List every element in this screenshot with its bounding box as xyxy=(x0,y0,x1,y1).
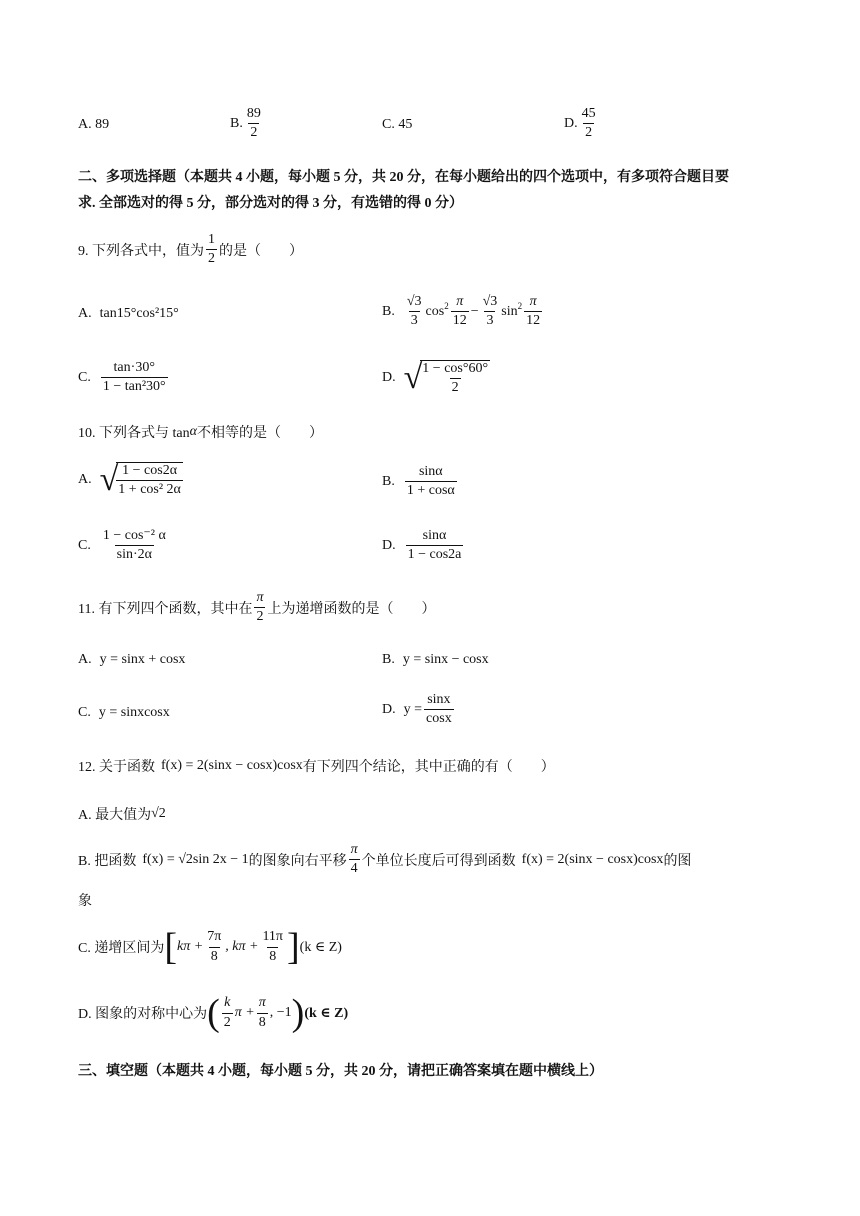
option-label: B. xyxy=(382,652,395,667)
fraction xyxy=(420,360,490,396)
q8-option-a-text: A. 89 xyxy=(78,117,110,132)
q12-option-c xyxy=(78,928,342,966)
q12-option-a-value: √2 xyxy=(151,806,166,821)
q8-option-d xyxy=(564,106,600,141)
denominator: 8 xyxy=(269,948,277,964)
q9-option-c xyxy=(78,360,170,395)
fraction xyxy=(405,464,457,499)
q11-option-c-formula: y = sinxcosx xyxy=(98,705,170,720)
q12-stem-pre: 12. 关于函数 xyxy=(78,760,155,775)
q12-option-b-post: 的图 xyxy=(663,853,692,869)
q12-option-c-kpi: kπ + xyxy=(177,939,204,954)
q9-stem-fraction xyxy=(206,232,217,267)
q12-option-b-mid: 的图象向右平移 xyxy=(248,853,347,869)
q8-option-d-fraction xyxy=(580,106,598,141)
q12-option-b xyxy=(78,842,691,877)
fraction xyxy=(406,528,464,563)
fraction xyxy=(424,692,454,727)
option-label: D. xyxy=(382,370,396,386)
fraction xyxy=(349,842,360,877)
q12-stem xyxy=(78,756,555,776)
section3-heading: 三、填空题（本题共 4 小题，每小题 5 分，共 20 分，请把正确答案填在题中横线上） xyxy=(78,1064,603,1079)
denominator: 8 xyxy=(210,948,218,964)
q11-option-c xyxy=(78,705,170,721)
numerator: 45 xyxy=(581,106,596,121)
numerator: 1 xyxy=(208,232,215,247)
q12-option-d-tail: (k ∈ Z) xyxy=(304,1005,349,1021)
q9-stem-post: 的是（ ） xyxy=(219,243,303,259)
q12-option-a xyxy=(78,804,166,824)
denominator: 1 − tan²30° xyxy=(102,379,166,395)
option-label: B. xyxy=(382,473,395,489)
q11-stem-post: 上为递增函数的是（ ） xyxy=(267,601,436,617)
q12-stem-formula: f(x) = 2(sinx − cosx)cosx xyxy=(161,758,303,773)
numerator: 89 xyxy=(246,106,261,121)
right-paren: ) xyxy=(291,992,305,1034)
q12-option-b-line2: 象 xyxy=(78,894,92,909)
q10-option-d xyxy=(382,528,465,563)
q11-stem-fraction xyxy=(254,590,265,625)
q12-option-c-post: (k ∈ Z) xyxy=(299,939,342,955)
denominator: 3 xyxy=(410,313,418,329)
q8-option-b-fraction xyxy=(245,106,263,141)
denominator: 2 xyxy=(208,251,215,267)
denominator: 8 xyxy=(258,1014,266,1030)
fraction xyxy=(260,929,285,964)
left-paren: ( xyxy=(207,992,220,1034)
q11-option-d-pre: y = xyxy=(403,701,423,717)
q9-option-a xyxy=(78,306,179,322)
q8-option-c xyxy=(382,117,412,133)
radical-sign: √ xyxy=(403,359,423,397)
fraction xyxy=(481,294,500,329)
q11-option-a-formula: y = sinx + cosx xyxy=(99,652,186,667)
q9-stem xyxy=(78,232,303,267)
q9-option-d xyxy=(382,360,492,396)
denominator: 3 xyxy=(486,313,494,329)
fraction xyxy=(405,294,424,329)
numerator: π xyxy=(350,842,358,857)
numerator: sinx xyxy=(427,692,451,707)
numerator: 1 − cos°60° xyxy=(422,361,489,376)
numerator: π xyxy=(258,995,266,1011)
denominator: 2 xyxy=(451,380,459,396)
q9-option-b: B. $\frac{√3}{3}$ $\cos^2$ $\frac{\pi}{12}$ − $\frac{√3}{3}$ $\sin^2$ $\frac{\pi}{12}$ xyxy=(382,294,541,329)
fraction xyxy=(101,360,168,395)
denominator: 2 xyxy=(256,609,264,625)
numerator: √3 xyxy=(482,294,498,309)
denominator: 2 xyxy=(250,125,258,141)
q11-stem xyxy=(78,590,436,625)
denominator: sin·2α xyxy=(116,547,152,563)
q12-option-a-label: A. 最大值为 xyxy=(78,808,152,823)
q8-option-a xyxy=(78,117,109,133)
numerator: 11π xyxy=(262,929,284,945)
q8-option-b xyxy=(230,106,265,141)
q10-stem xyxy=(78,422,323,442)
q12-option-c-label: C. 递增区间为 xyxy=(78,941,165,956)
denominator: 4 xyxy=(350,861,358,877)
q11-option-b xyxy=(382,652,489,668)
denominator: cosx xyxy=(426,711,452,727)
numerator: √3 xyxy=(406,294,422,309)
q8-option-b-label: B. xyxy=(230,115,243,131)
q8-option-c-text: C. 45 xyxy=(382,117,413,132)
q12-option-d-pi: π + xyxy=(234,1005,255,1020)
q12-option-d-label: D. 图象的对称中心为 xyxy=(78,1007,208,1022)
option-label: A. xyxy=(78,306,92,321)
numerator: 1 − cos2α xyxy=(122,463,178,478)
fraction xyxy=(524,294,542,329)
left-bracket: [ xyxy=(164,926,177,968)
fraction xyxy=(101,528,168,563)
right-bracket: ] xyxy=(287,926,300,968)
numerator: sinα xyxy=(422,528,447,543)
q8-option-d-label: D. xyxy=(564,115,578,131)
q9-stem-pre: 9. 下列各式中，值为 xyxy=(78,243,204,259)
section2-heading-line1: 二、多项选择题（本题共 4 小题，每小题 5 分，共 20 分，在每小题给出的四个选项中，有多项符合题目要 xyxy=(78,170,729,185)
denominator: 12 xyxy=(526,313,541,329)
q12-option-b-formula1: f(x) = √2sin 2x − 1 xyxy=(142,851,249,867)
q11-stem-pre: 11. 有下列四个函数，其中在 xyxy=(78,601,253,617)
q12-option-b-formula2: f(x) = 2(sinx − cosx)cosx xyxy=(521,851,664,867)
fraction xyxy=(205,929,223,964)
q12-option-c-kpi2: , kπ + xyxy=(225,939,259,954)
q12-stem-post: 有下列四个结论，其中正确的有（ ） xyxy=(302,760,555,775)
option-label: C. xyxy=(78,705,91,720)
q10-stem-var: α xyxy=(189,424,197,439)
option-label: A. xyxy=(78,652,92,667)
fraction xyxy=(451,294,469,329)
denominator: 2 xyxy=(223,1014,231,1030)
denominator: 2 xyxy=(585,125,593,141)
radical-sign: √ xyxy=(99,461,119,499)
numerator: 1 − cos⁻² α xyxy=(102,528,166,543)
q12-option-b-label: B. 把函数 xyxy=(78,853,137,869)
numerator: k xyxy=(224,995,231,1011)
denominator: 1 − cos2a xyxy=(407,547,462,563)
numerator: π xyxy=(256,590,264,605)
numerator: tan·30° xyxy=(113,360,155,375)
q12-option-b-mid2: 个单位长度后可得到函数 xyxy=(361,853,516,869)
denominator: 1 + cosα xyxy=(406,483,455,499)
q11-option-a xyxy=(78,652,185,668)
option-label: D. xyxy=(382,701,396,717)
q10-option-b xyxy=(382,464,459,499)
option-label: A. xyxy=(78,472,92,488)
q12-option-d-post: , −1 xyxy=(269,1005,292,1020)
fraction xyxy=(222,995,233,1030)
numerator: 7π xyxy=(207,929,222,945)
option-label: B. xyxy=(382,303,395,319)
option-label: C. xyxy=(78,369,91,385)
denominator: 1 + cos² 2α xyxy=(118,482,181,498)
option-label: D. xyxy=(382,537,396,553)
denominator: 12 xyxy=(452,313,467,329)
q9-option-a-formula: tan15°cos²15° xyxy=(99,306,179,321)
section2-heading-line2: 求. 全部选对的得 5 分，部分选对的得 3 分，有选错的得 0 分） xyxy=(78,196,463,211)
numerator: sinα xyxy=(418,464,443,479)
fraction xyxy=(116,462,183,498)
q10-stem-pre: 10. 下列各式与 tan xyxy=(78,426,190,441)
numerator: π xyxy=(529,294,537,309)
q10-stem-post: 不相等的是（ ） xyxy=(196,426,323,441)
q10-option-a xyxy=(78,462,185,498)
q11-option-b-formula: y = sinx − cosx xyxy=(402,652,489,667)
fraction xyxy=(257,995,268,1030)
q12-option-d xyxy=(78,994,348,1032)
numerator: π xyxy=(456,294,464,309)
q11-option-d xyxy=(382,692,456,727)
option-label: C. xyxy=(78,537,91,553)
q10-option-c xyxy=(78,528,170,563)
